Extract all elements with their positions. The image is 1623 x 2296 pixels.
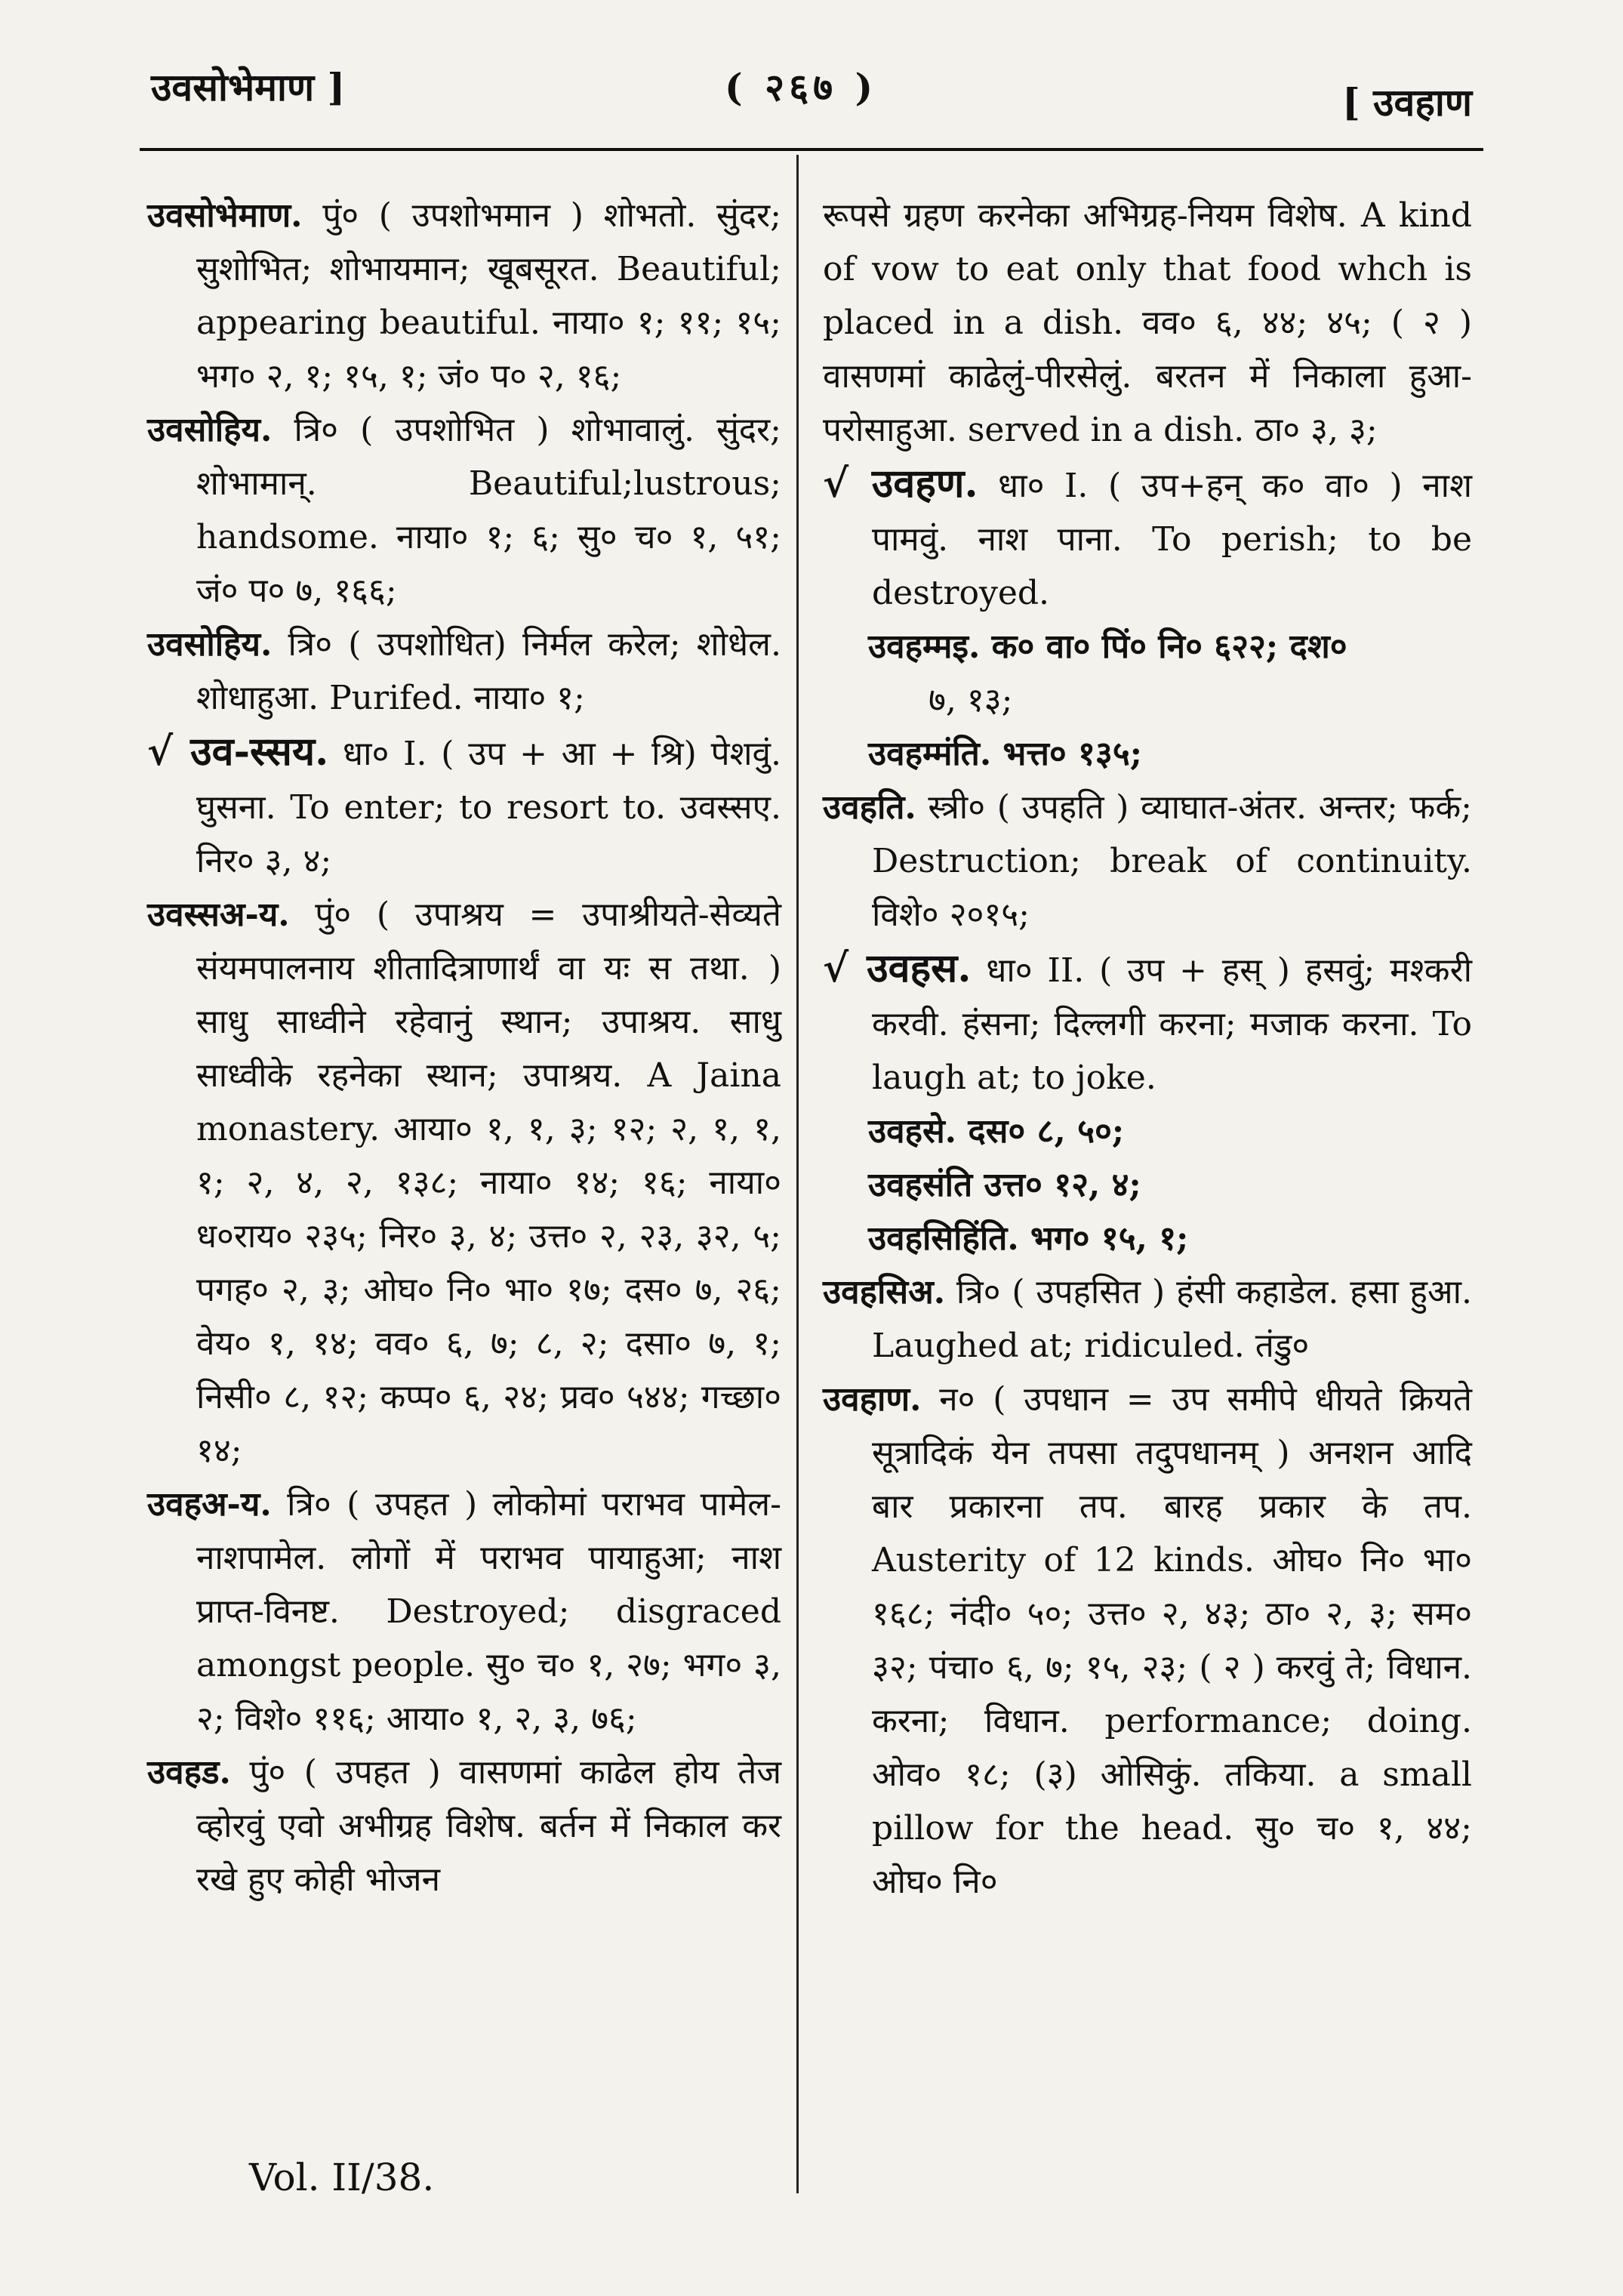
dictionary-entry: [147, 1478, 781, 1746]
dictionary-entry: [823, 781, 1472, 942]
entry-headword: √ उवहण.: [823, 461, 978, 507]
entry-headword: उवस्सअ-य.: [147, 895, 290, 934]
entry-subref: उवहसे. दस० ८, ५०;: [868, 1112, 1125, 1151]
entry-text: त्रि० ( उपहसित ) हंसी कहाडेल. हसा हुआ. Laughed at; ridiculed. तंडु०: [872, 1273, 1472, 1365]
entry-subref: ७, १३;: [929, 681, 1013, 720]
entry-text: धा० I. ( उप+हन् क० वा० ) नाश पामवुं. नाश पाना. To perish; to be destroyed.: [872, 467, 1472, 612]
header-left-guideword: उवसोभेमाण ]: [151, 65, 346, 109]
entry-text: पुं० ( उपाश्रय = उपाश्रीयते-सेव्यते संयमपालनाय शीतादित्राणार्थं वा यः स तथा. ) साधु साध्वीने रहेवानुं स्थान; उपाश्रय. साधु साध्वीके रहनेका स्थान; उपाश्रय. A Jaina monastery. आया० १, १, ३; १२; २, १, १, १; २, ४, २, १३८; नाया० १४; १६; नाया० ध०राय० २३५; निर० ३, ४; उत्त० २, २३, ३२, ५; पगह० २, ३; ओघ० नि० भा० १७; दस० ७, २६; वेय० १, १४; वव० ६, ७; ८, २; दसा० ७, १; निसी० ८, १२; कप्प० ६, २४; प्रव० ५४४; गच्छा० १४;: [196, 895, 781, 1470]
header-rule: [140, 148, 1483, 151]
dictionary-entry: [147, 618, 781, 725]
entry-text: स्त्री० ( उपहति ) व्याघात-अंतर. अन्तर; फर्क; Destruction; break of continuity. विशे० २०१५;: [872, 788, 1472, 934]
entry-headword: उवहअ-य.: [147, 1485, 272, 1524]
entry-subref: उवहम्मइ. क० वा० पिं० नि० ६२२; दश०: [868, 627, 1347, 666]
left-column: [147, 189, 781, 1906]
entry-headword: √ उवहस.: [823, 945, 972, 991]
column-divider: [796, 155, 799, 2193]
entry-text: न० ( उपधान = उप समीपे धीयते क्रियते सूत्रादिकं येन तपसा तदुपधानम् ) अनशन आदि बार प्रकारना तप. बारह प्रकार के तप. Austerity of 12 kinds. ओघ० नि० भा० १६८; नंदी० ५०; उत्त० २, ४३; ठा० २, ३; सम० ३२; पंचा० ६, ७; १५, २३; ( २ ) करवुं ते; विधान. करना; विधान. performance; doing. ओव० १८; (३) ओसिकुं. तकिया. a small pillow for the head. सु० च० १, ४४; ओघ० नि०: [872, 1380, 1472, 1901]
entry-headword: उवसोहिय.: [147, 625, 273, 664]
dictionary-entry: [823, 942, 1472, 1105]
right-column: [823, 189, 1472, 1909]
entry-text: धा० II. ( उप + हस् ) हसवुं; मश्करी करवी. हंसना; दिल्लगी करना; मजाक करना. To laugh at; to joke.: [872, 951, 1472, 1097]
entry-text: त्रि० ( उपशोभित ) शोभावालुं. सुंदर; शोभामान्. Beautiful;lustrous; handsome. नाया० १; ६; सु० च० १, ५१; जं० प० ७, १६६;: [196, 411, 781, 610]
entry-headword: उवहति.: [823, 788, 916, 827]
entry-headword: उवहसिअ.: [823, 1273, 946, 1311]
entry-subref: उवहम्मंति. भत्त० १३५;: [868, 735, 1142, 773]
entry-text: रूपसे ग्रहण करनेका अभिग्रह-नियम विशेष. A kind of vow to eat only that food whch is placed in a dish. वव० ६, ४४; ४५; ( २ ) वासणमां काढेलुं-पीरसेलुं. बरतन में निकाला हुआ-परोसाहुआ. served in a dish. ठा० ३, ३;: [823, 196, 1472, 449]
dictionary-entry: [147, 403, 781, 618]
page-number: ( २६७ ): [725, 65, 878, 109]
volume-footer: Vol. II/38.: [249, 2156, 435, 2199]
dictionary-entry: [147, 888, 781, 1478]
dictionary-entry: [823, 1265, 1472, 1373]
entry-headword: उवसोभेमाण.: [147, 196, 303, 235]
entry-headword: √ उव-स्सय.: [147, 729, 329, 775]
dictionary-entry: [147, 725, 781, 888]
entry-headword: उवहाण.: [823, 1380, 922, 1419]
entry-text: पुं० ( उपशोभमान ) शोभतो. सुंदर; सुशोभित; शोभायमान; खूबसूरत. Beautiful; appearing beautiful. नाया० १; ११; १५; भग० २, १; १५, १; जं० प० २, १६;: [196, 196, 781, 396]
header-right-guideword: [ उवहाण: [1342, 80, 1472, 125]
dictionary-entry: [823, 1373, 1472, 1909]
entry-headword: उवसोहिय.: [147, 411, 273, 449]
dictionary-entry: [823, 457, 1472, 620]
entry-text: पुं० ( उपहत ) वासणमां काढेल होय तेज व्होरवुं एवो अभीग्रह विशेष. बर्तन में निकाल कर रखे हुए कोही भोजन: [196, 1753, 781, 1899]
entry-headword: उवहड.: [147, 1753, 231, 1792]
entry-subref: उवहसिहिंति. भग० १५, १;: [868, 1219, 1189, 1258]
dictionary-entry-continued: [823, 189, 1472, 457]
dictionary-entry: [147, 189, 781, 403]
page-header: [0, 53, 1623, 128]
entry-text: धा० I. ( उप + आ + श्रि) पेशवुं. घुसना. To enter; to resort to. उवस्सए. निर० ३, ४;: [196, 735, 781, 880]
dictionary-entry: [147, 1746, 781, 1906]
entry-text: त्रि० ( उपहत ) लोकोमां पराभव पामेल-नाशपामेल. लोगों में पराभव पायाहुआ; नाश प्राप्त-विनष्ट. Destroyed; disgraced amongst people. सु० च० १, २७; भग० ३, २; विशे० ११६; आया० १, २, ३, ७६;: [196, 1485, 781, 1738]
entry-subref: उवहसंति उत्त० १२, ४;: [868, 1166, 1141, 1204]
entry-text: त्रि० ( उपशोधित) निर्मल करेल; शोधेल. शोधाहुआ. Purifed. नाया० १;: [196, 625, 781, 717]
